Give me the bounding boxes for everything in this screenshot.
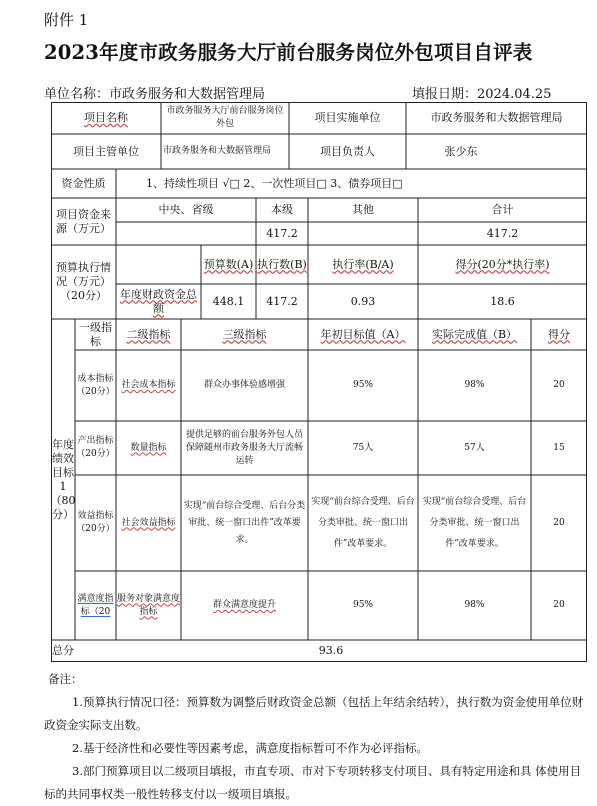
dept-label: 项目主管单位	[73, 144, 139, 158]
attachment-label: 附件 1	[44, 11, 89, 29]
perf-row-actual: 98%	[464, 380, 485, 390]
perf-row-l1: 成本指标（20分）	[76, 373, 115, 397]
perf-header-target: 年初目标值（A）	[320, 327, 406, 341]
budget-header-a: 预算数(A)	[203, 257, 254, 271]
funding-header-central: 中央、省级	[158, 203, 214, 216]
perf-row-target: 实现“前台综合受理、后台分类审批、统一窗口出件”改革要求。	[311, 496, 415, 549]
perf-row-l2: 数量指标	[130, 442, 167, 453]
total-label: 总分	[52, 644, 74, 657]
perf-row-score: 20	[553, 380, 565, 390]
funding-value-total: 417.2	[486, 226, 519, 240]
nature-label: 资金性质	[61, 176, 106, 190]
budget-value-a: 448.1	[212, 294, 245, 308]
perf-row-actual: 实现“前台综合受理、后台分类审批、统一窗口出件”改革要求。	[422, 496, 527, 549]
perf-header-l3: 三级指标	[222, 327, 267, 341]
perf-row-target: 95%	[352, 380, 373, 390]
perf-row-l2: 社会成本指标	[121, 380, 176, 390]
page-title: 2023年度市政务服务大厅前台服务岗位外包项目自评表	[44, 41, 533, 64]
perf-row-l1: 产出指标（20分）	[76, 436, 115, 459]
perf-row-target: 95%	[352, 600, 373, 610]
perf-label: 年度绩效目标1（80分）	[50, 437, 76, 521]
nature-value: 1、持续性项目 √□ 2、一次性项目□ 3、债券项目□	[146, 176, 403, 190]
funding-header-local: 本级	[271, 203, 293, 216]
funding-header-other: 其他	[352, 203, 374, 216]
unit-name: 单位名称：市政务服务和大数据管理局	[44, 87, 266, 102]
note-1: 1.预算执行情况口径：预算数为调整后财政资金总额（包括上年结余结转），执行数为资金使用单位财政资金实际支出数。	[44, 695, 584, 732]
funding-value-other	[308, 222, 418, 245]
owner-label: 项目负责人	[320, 144, 375, 158]
budget-row-label: 年度财政资金总额	[120, 287, 197, 315]
funding-label: 项目资金来源（万元）	[56, 207, 111, 235]
perf-row-l3: 实现“前台综合受理、后台分类审批、统一窗口出件”改革要求。	[183, 500, 306, 545]
perf-row-target: 75人	[352, 442, 374, 453]
impl-unit-label: 项目实施单位	[314, 111, 381, 124]
budget-header-b: 执行数(B)	[257, 257, 307, 271]
perf-row-l2: 社会效益指标	[121, 517, 176, 528]
perf-row-l3: 提供足够的前台服务外包人员保障随州市政务服务大厅流畅运转	[185, 429, 303, 466]
funding-value-central	[116, 222, 256, 245]
perf-row-l3: 群众满意度提升	[212, 600, 276, 610]
budget-header-blank	[116, 245, 201, 284]
perf-header-l2: 二级指标	[126, 327, 171, 341]
funding-header-total: 合计	[491, 203, 514, 216]
project-name-value: 市政务服务大厅前台服务岗位外包	[166, 106, 284, 129]
perf-header-l1: 一级指标	[79, 320, 112, 348]
fill-date: 填报日期：2024.04.25	[412, 87, 552, 102]
perf-header-actual: 实际完成值（B）	[431, 327, 518, 341]
budget-value-rate: 0.93	[350, 294, 376, 308]
evaluation-table	[51, 102, 587, 662]
perf-row-l1: 满意度指标（20	[77, 593, 114, 617]
perf-row-l2: 服务对象满意度指标	[116, 593, 180, 617]
budget-value-b: 417.2	[266, 294, 298, 308]
notes-section	[44, 668, 584, 806]
perf-row-l1: 效益指标（20分）	[76, 511, 115, 534]
notes-title: 备注：	[48, 672, 83, 686]
total-value: 93.6	[318, 644, 344, 657]
perf-row-actual: 57人	[464, 442, 485, 453]
owner-value: 张少东	[444, 144, 478, 158]
dept-value: 市政务服务和大数据管理局	[163, 146, 272, 156]
perf-row-score: 15	[553, 442, 565, 453]
perf-row-l3: 群众办事体验感增强	[203, 380, 285, 390]
funding-value-local: 417.2	[266, 226, 298, 240]
perf-row-actual: 98%	[464, 600, 485, 610]
budget-label: 预算执行情况（万元）（20分）	[56, 261, 111, 302]
budget-header-rate: 执行率(B/A)	[332, 257, 394, 271]
budget-value-score: 18.6	[490, 294, 515, 308]
note-3: 3.部门预算项目以二级项目填报，市直专项、市对下专项转移支付项目、具有特定用途和具 体使用目标的共同事权类一般性转移支付以一级项目填报。	[44, 764, 582, 801]
perf-header-score: 得分	[548, 327, 570, 341]
note-2: 2.基于经济性和必要性等因素考虑，满意度指标暂可不作为必评指标。	[72, 741, 428, 755]
project-name-label: 项目名称	[84, 111, 128, 124]
perf-row-score: 20	[553, 517, 565, 528]
budget-header-score: 得分(20分*执行率)	[455, 257, 550, 271]
impl-unit-value: 市政务服务和大数据管理局	[430, 111, 563, 124]
perf-row-score: 20	[553, 600, 565, 610]
